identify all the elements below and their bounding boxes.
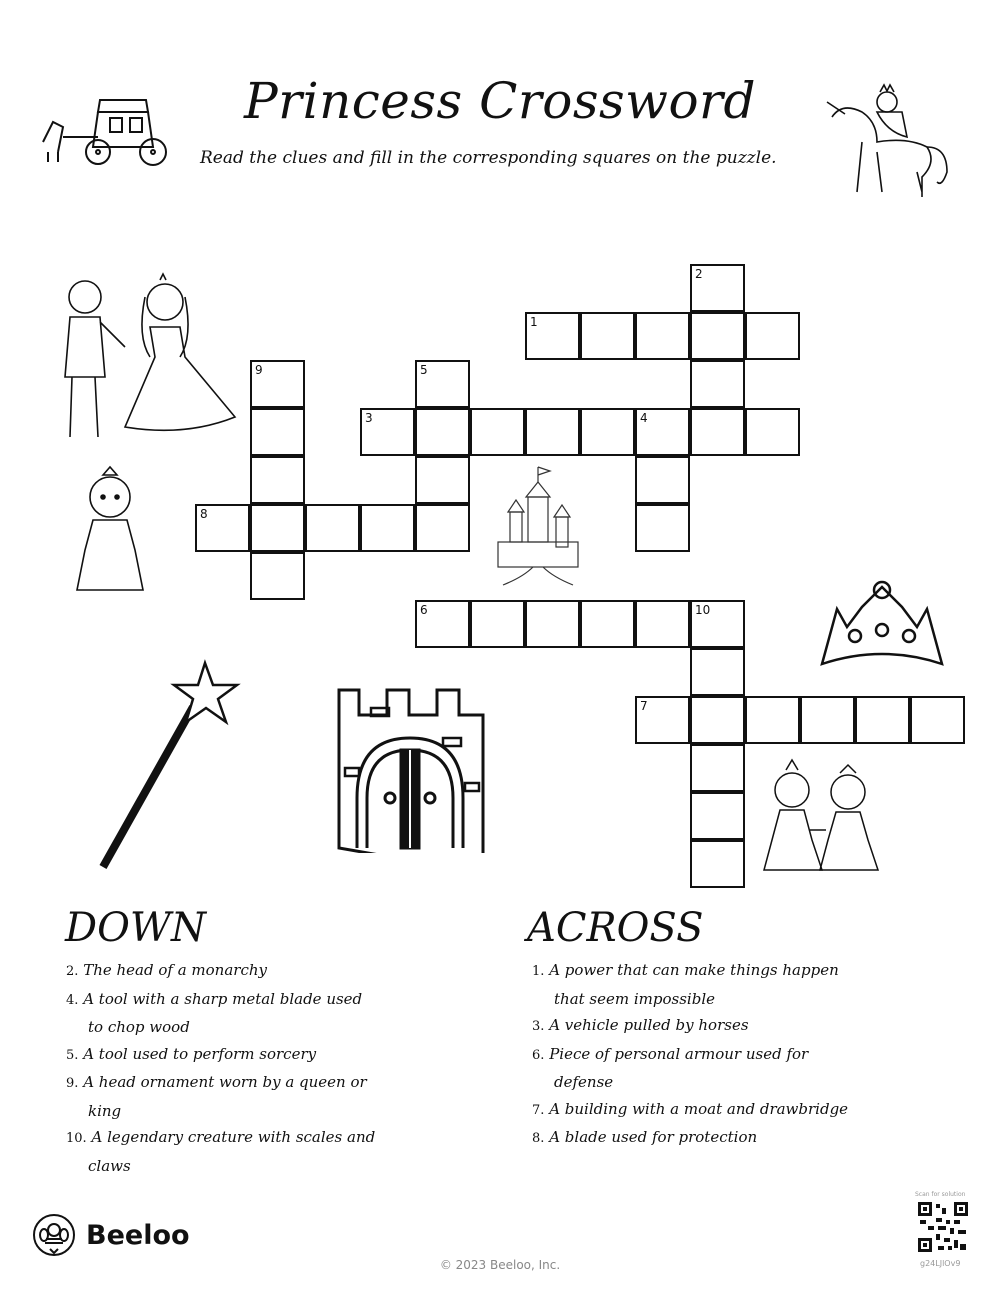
clue-number: 1. [532,964,545,979]
down-clue [66,1041,375,1070]
across-clue [532,1041,848,1070]
grid-cell[interactable] [635,408,690,456]
clue-text: A head ornament worn by a queen or [83,1073,367,1091]
grid-cell[interactable] [360,408,415,456]
magic-wand-icon [95,655,245,875]
grid-cell[interactable] [360,504,415,552]
grid-cell[interactable] [525,312,580,360]
grid-cell[interactable] [250,408,305,456]
unicorn-princess-illustration [822,82,952,202]
grid-cell[interactable] [910,696,965,744]
grid-cell[interactable] [415,360,470,408]
clue-number: 2 [695,267,703,281]
clue-text: A power that can make things happen [549,961,839,979]
page-title: Princess Crossword [244,72,756,130]
clue-text: Piece of personal armour used for [549,1044,809,1063]
clue-number: 10. [66,1131,87,1146]
grid-cell[interactable] [800,696,855,744]
across-heading: ACROSS [527,905,704,951]
prince-princess-dancing-illustration [50,272,240,447]
clue-text-continued: claws [88,1156,131,1175]
castle-sketch-illustration [488,462,588,587]
grid-cell[interactable] [635,504,690,552]
grid-cell[interactable] [415,600,470,648]
grid-cell[interactable] [305,504,360,552]
clue-number: 7 [640,699,648,713]
clue-number: 3. [532,1019,545,1034]
grid-cell[interactable] [250,456,305,504]
grid-cell[interactable] [690,696,745,744]
grid-cell[interactable] [690,312,745,360]
clue-text: A vehicle pulled by horses [549,1016,749,1034]
clue-text: The head of a monarchy [83,961,267,979]
down-clue [66,957,375,986]
clue-number: 5 [420,363,428,377]
across-clue [532,957,848,986]
grid-cell[interactable] [635,312,690,360]
grid-cell[interactable] [250,552,305,600]
grid-cell[interactable] [415,504,470,552]
instructions: Read the clues and fill in the corresponding squares on the puzzle. [200,148,777,168]
grid-cell[interactable] [525,408,580,456]
grid-cell[interactable] [470,408,525,456]
grid-cell[interactable] [745,312,800,360]
clue-number: 8 [200,507,208,521]
down-clues [66,957,375,1179]
grid-cell[interactable] [415,408,470,456]
down-heading: DOWN [65,905,206,951]
copyright: © 2023 Beeloo, Inc. [439,1258,561,1272]
clue-number: 3 [365,411,373,425]
qr-code-icon[interactable] [918,1202,968,1252]
clue-text: A blade used for protection [549,1128,758,1146]
clue-number: 4. [66,992,79,1008]
tiara-icon [818,578,946,670]
grid-cell[interactable] [580,408,635,456]
grid-cell[interactable] [250,360,305,408]
grid-cell[interactable] [745,696,800,744]
clue-text-continued: defense [554,1073,614,1091]
clue-number: 8. [532,1131,545,1146]
clue-text: A building with a moat and drawbridge [549,1099,849,1118]
down-clue [66,1069,375,1098]
down-clue [66,1124,375,1153]
grid-cell[interactable] [580,312,635,360]
grid-cell[interactable] [690,648,745,696]
solution-code: g24LJlOv9 [920,1259,961,1268]
grid-cell[interactable] [525,600,580,648]
grid-cell[interactable] [690,408,745,456]
beeloo-logo[interactable] [32,1213,190,1257]
grid-cell[interactable] [470,600,525,648]
grid-cell[interactable] [415,456,470,504]
princess-illustration [75,465,145,595]
grid-cell[interactable] [635,696,690,744]
clue-text: A tool with a sharp metal blade used [83,989,363,1008]
clue-number: 2. [66,964,79,979]
grid-cell[interactable] [690,264,745,312]
across-clue [532,1096,848,1125]
grid-cell[interactable] [635,456,690,504]
grid-cell[interactable] [745,408,800,456]
grid-cell[interactable] [690,360,745,408]
grid-cell[interactable] [690,840,745,888]
two-princesses-illustration [760,755,885,880]
clue-number: 4 [640,411,648,425]
clue-text-continued: to chop wood [88,1018,190,1036]
across-clue [532,1012,848,1041]
clue-number: 1 [530,315,538,329]
across-clues [532,957,848,1153]
scan-label: Scan for solution [915,1191,966,1198]
clue-number: 7. [532,1102,545,1118]
bee-icon [32,1213,76,1257]
clue-text-continued: king [88,1101,122,1120]
grid-cell[interactable] [690,600,745,648]
brand-name: Beeloo [86,1219,190,1251]
grid-cell[interactable] [195,504,250,552]
grid-cell[interactable] [580,600,635,648]
clue-text: A legendary creature with scales and [91,1128,376,1146]
castle-gate-illustration [335,688,485,853]
clue-text-continued: that seem impossible [554,989,715,1008]
grid-cell[interactable] [855,696,910,744]
clue-text: A tool used to perform sorcery [83,1044,317,1063]
across-clue [532,1124,848,1153]
grid-cell[interactable] [635,600,690,648]
grid-cell[interactable] [250,504,305,552]
down-clue [66,986,375,1015]
clue-number: 5. [66,1047,79,1063]
grid-cell[interactable] [690,792,745,840]
grid-cell[interactable] [690,744,745,792]
clue-number: 6 [420,603,428,617]
clue-number: 10 [695,603,711,617]
clue-number: 6. [532,1047,545,1063]
clue-number: 9 [255,363,263,377]
carriage-illustration [38,92,178,172]
clue-number: 9. [66,1076,79,1091]
